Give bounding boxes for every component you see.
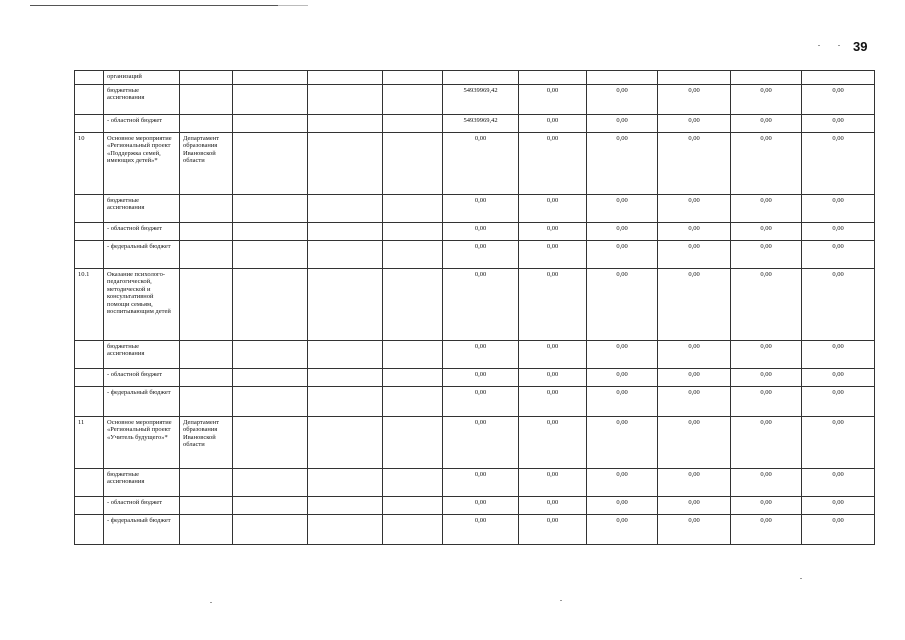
amount-cell: 0,00 [658, 469, 731, 497]
empty-cell [233, 369, 308, 387]
table-row [75, 515, 875, 545]
scan-speck [560, 600, 562, 601]
empty-cell [383, 269, 443, 341]
amount-cell: 0,00 [519, 341, 587, 369]
amount-cell: 0,00 [519, 515, 587, 545]
amount-cell: 0,00 [802, 417, 875, 469]
table-row [75, 195, 875, 223]
amount-cell: 0,00 [443, 341, 519, 369]
row-name-cell: организаций [104, 71, 180, 85]
amount-cell: 0,00 [802, 195, 875, 223]
row-name-cell: Основное мероприятие «Региональный проект «Учитель будущего»* [104, 417, 180, 469]
amount-cell: 0,00 [587, 369, 658, 387]
scan-speck [800, 578, 802, 579]
table-row [75, 223, 875, 241]
amount-cell: 0,00 [587, 195, 658, 223]
amount-cell: 0,00 [731, 241, 802, 269]
empty-cell [233, 497, 308, 515]
executor-cell [180, 71, 233, 85]
amount-cell: 0,00 [658, 341, 731, 369]
row-name-cell: Оказание психолого-педагогической, методической и консультативной помощи семьям, воспитывающим детей [104, 269, 180, 341]
amount-cell: 0,00 [731, 223, 802, 241]
row-name-cell: - федеральный бюджет [104, 515, 180, 545]
amount-cell: 0,00 [519, 115, 587, 133]
row-number-cell [75, 469, 104, 497]
amount-cell: 0,00 [802, 515, 875, 545]
amount-cell: 0,00 [802, 369, 875, 387]
amount-cell: 0,00 [731, 115, 802, 133]
executor-cell: Департамент образования Ивановской области [180, 133, 233, 195]
amount-cell: 0,00 [658, 515, 731, 545]
amount-cell: 0,00 [658, 497, 731, 515]
row-number-cell [75, 71, 104, 85]
top-rule-faint [278, 5, 308, 6]
amount-cell: 0,00 [802, 133, 875, 195]
row-number-cell: 10.1 [75, 269, 104, 341]
empty-cell [233, 241, 308, 269]
empty-cell [308, 417, 383, 469]
empty-cell [308, 223, 383, 241]
amount-cell: 0,00 [587, 417, 658, 469]
amount-cell: 0,00 [443, 195, 519, 223]
amount-cell: 0,00 [587, 515, 658, 545]
executor-cell [180, 515, 233, 545]
table-row [75, 133, 875, 195]
table-row [75, 369, 875, 387]
table-row [75, 71, 875, 85]
row-number-cell [75, 195, 104, 223]
empty-cell [233, 133, 308, 195]
empty-cell [233, 71, 308, 85]
empty-cell [233, 223, 308, 241]
amount-cell: 0,00 [731, 85, 802, 115]
executor-cell [180, 387, 233, 417]
page-number: 39 [853, 39, 868, 54]
amount-cell: 0,00 [587, 269, 658, 341]
executor-cell [180, 115, 233, 133]
empty-cell [383, 115, 443, 133]
row-number-cell [75, 387, 104, 417]
amount-cell: 0,00 [587, 341, 658, 369]
executor-cell [180, 497, 233, 515]
amount-cell: 0,00 [443, 417, 519, 469]
amount-cell: 0,00 [658, 241, 731, 269]
row-name-cell: - областной бюджет [104, 369, 180, 387]
empty-cell [383, 469, 443, 497]
row-name-cell: бюджетные ассигнования [104, 341, 180, 369]
row-number-cell [75, 341, 104, 369]
empty-cell [308, 369, 383, 387]
amount-cell: 0,00 [519, 85, 587, 115]
amount-cell: 0,00 [519, 195, 587, 223]
amount-cell: 0,00 [587, 469, 658, 497]
amount-cell: 0,00 [802, 387, 875, 417]
amount-cell [802, 71, 875, 85]
amount-cell: 0,00 [658, 115, 731, 133]
row-name-cell: бюджетные ассигнования [104, 195, 180, 223]
empty-cell [308, 85, 383, 115]
scan-speck [210, 602, 212, 603]
amount-cell: 0,00 [658, 133, 731, 195]
row-number-cell [75, 369, 104, 387]
amount-cell: 0,00 [802, 269, 875, 341]
row-name-cell: - федеральный бюджет [104, 241, 180, 269]
amount-cell: 0,00 [587, 497, 658, 515]
scan-speck [838, 45, 840, 46]
amount-cell: 0,00 [731, 369, 802, 387]
amount-cell: 0,00 [443, 515, 519, 545]
empty-cell [233, 469, 308, 497]
row-number-cell: 10 [75, 133, 104, 195]
row-number-cell [75, 497, 104, 515]
table-body [75, 71, 875, 545]
table-row [75, 417, 875, 469]
amount-cell: 0,00 [658, 417, 731, 469]
table-row [75, 269, 875, 341]
empty-cell [383, 515, 443, 545]
amount-cell: 0,00 [731, 497, 802, 515]
empty-cell [233, 515, 308, 545]
amount-cell: 0,00 [587, 133, 658, 195]
amount-cell: 0,00 [519, 469, 587, 497]
empty-cell [233, 115, 308, 133]
amount-cell: 0,00 [802, 341, 875, 369]
amount-cell: 0,00 [519, 417, 587, 469]
row-name-cell: Основное мероприятие «Региональный проект «Поддержка семей, имеющих детей»* [104, 133, 180, 195]
empty-cell [308, 115, 383, 133]
amount-cell: 0,00 [802, 85, 875, 115]
table-row [75, 387, 875, 417]
row-number-cell [75, 85, 104, 115]
empty-cell [383, 497, 443, 515]
row-number-cell [75, 241, 104, 269]
empty-cell [308, 71, 383, 85]
amount-cell: 0,00 [658, 269, 731, 341]
row-name-cell: - федеральный бюджет [104, 387, 180, 417]
empty-cell [308, 387, 383, 417]
table-row [75, 497, 875, 515]
empty-cell [308, 469, 383, 497]
empty-cell [383, 71, 443, 85]
amount-cell: 0,00 [443, 269, 519, 341]
empty-cell [383, 369, 443, 387]
amount-cell: 0,00 [658, 85, 731, 115]
empty-cell [383, 133, 443, 195]
empty-cell [308, 515, 383, 545]
amount-cell: 0,00 [443, 223, 519, 241]
amount-cell [731, 71, 802, 85]
empty-cell [233, 195, 308, 223]
amount-cell: 0,00 [731, 195, 802, 223]
amount-cell: 0,00 [519, 269, 587, 341]
amount-cell: 0,00 [731, 133, 802, 195]
amount-cell [519, 71, 587, 85]
amount-cell: 0,00 [802, 469, 875, 497]
amount-cell: 0,00 [443, 133, 519, 195]
table-row [75, 341, 875, 369]
amount-cell: 0,00 [519, 369, 587, 387]
executor-cell [180, 85, 233, 115]
empty-cell [233, 85, 308, 115]
empty-cell [308, 195, 383, 223]
amount-cell: 0,00 [731, 515, 802, 545]
row-number-cell [75, 223, 104, 241]
amount-cell: 0,00 [443, 469, 519, 497]
amount-cell: 0,00 [519, 133, 587, 195]
row-number-cell [75, 115, 104, 133]
amount-cell: 0,00 [802, 241, 875, 269]
row-name-cell: - областной бюджет [104, 223, 180, 241]
amount-cell: 0,00 [587, 115, 658, 133]
empty-cell [308, 133, 383, 195]
empty-cell [383, 417, 443, 469]
empty-cell [308, 241, 383, 269]
amount-cell: 0,00 [443, 241, 519, 269]
empty-cell [308, 269, 383, 341]
amount-cell: 0,00 [587, 223, 658, 241]
executor-cell [180, 195, 233, 223]
amount-cell [587, 71, 658, 85]
empty-cell [233, 269, 308, 341]
amount-cell: 0,00 [443, 387, 519, 417]
amount-cell: 0,00 [587, 85, 658, 115]
executor-cell [180, 241, 233, 269]
row-name-cell: бюджетные ассигнования [104, 85, 180, 115]
executor-cell: Департамент образования Ивановской области [180, 417, 233, 469]
executor-cell [180, 223, 233, 241]
empty-cell [308, 497, 383, 515]
empty-cell [233, 341, 308, 369]
amount-cell: 0,00 [658, 369, 731, 387]
table-row [75, 241, 875, 269]
budget-table [74, 70, 875, 545]
empty-cell [233, 387, 308, 417]
row-name-cell: - областной бюджет [104, 115, 180, 133]
row-name-cell: - областной бюджет [104, 497, 180, 515]
table-row [75, 85, 875, 115]
row-number-cell [75, 515, 104, 545]
amount-cell: 0,00 [587, 241, 658, 269]
empty-cell [383, 223, 443, 241]
amount-cell: 0,00 [519, 387, 587, 417]
top-rule [30, 5, 278, 6]
amount-cell [443, 71, 519, 85]
amount-cell: 0,00 [519, 241, 587, 269]
amount-cell: 0,00 [658, 223, 731, 241]
amount-cell: 54939969,42 [443, 115, 519, 133]
amount-cell: 0,00 [731, 341, 802, 369]
amount-cell: 0,00 [443, 369, 519, 387]
empty-cell [383, 85, 443, 115]
empty-cell [383, 387, 443, 417]
amount-cell: 0,00 [731, 387, 802, 417]
executor-cell [180, 269, 233, 341]
row-number-cell: 11 [75, 417, 104, 469]
amount-cell [658, 71, 731, 85]
executor-cell [180, 469, 233, 497]
empty-cell [383, 195, 443, 223]
amount-cell: 0,00 [731, 469, 802, 497]
amount-cell: 0,00 [802, 223, 875, 241]
executor-cell [180, 369, 233, 387]
amount-cell: 0,00 [802, 115, 875, 133]
scan-speck [818, 45, 820, 46]
table-row [75, 115, 875, 133]
amount-cell: 0,00 [658, 387, 731, 417]
amount-cell: 0,00 [587, 387, 658, 417]
amount-cell: 0,00 [519, 223, 587, 241]
empty-cell [383, 341, 443, 369]
amount-cell: 0,00 [802, 497, 875, 515]
executor-cell [180, 341, 233, 369]
amount-cell: 0,00 [731, 417, 802, 469]
amount-cell: 0,00 [519, 497, 587, 515]
empty-cell [308, 341, 383, 369]
amount-cell: 0,00 [731, 269, 802, 341]
amount-cell: 0,00 [658, 195, 731, 223]
row-name-cell: бюджетные ассигнования [104, 469, 180, 497]
amount-cell: 0,00 [443, 497, 519, 515]
amount-cell: 54939969,42 [443, 85, 519, 115]
empty-cell [233, 417, 308, 469]
table-row [75, 469, 875, 497]
empty-cell [383, 241, 443, 269]
